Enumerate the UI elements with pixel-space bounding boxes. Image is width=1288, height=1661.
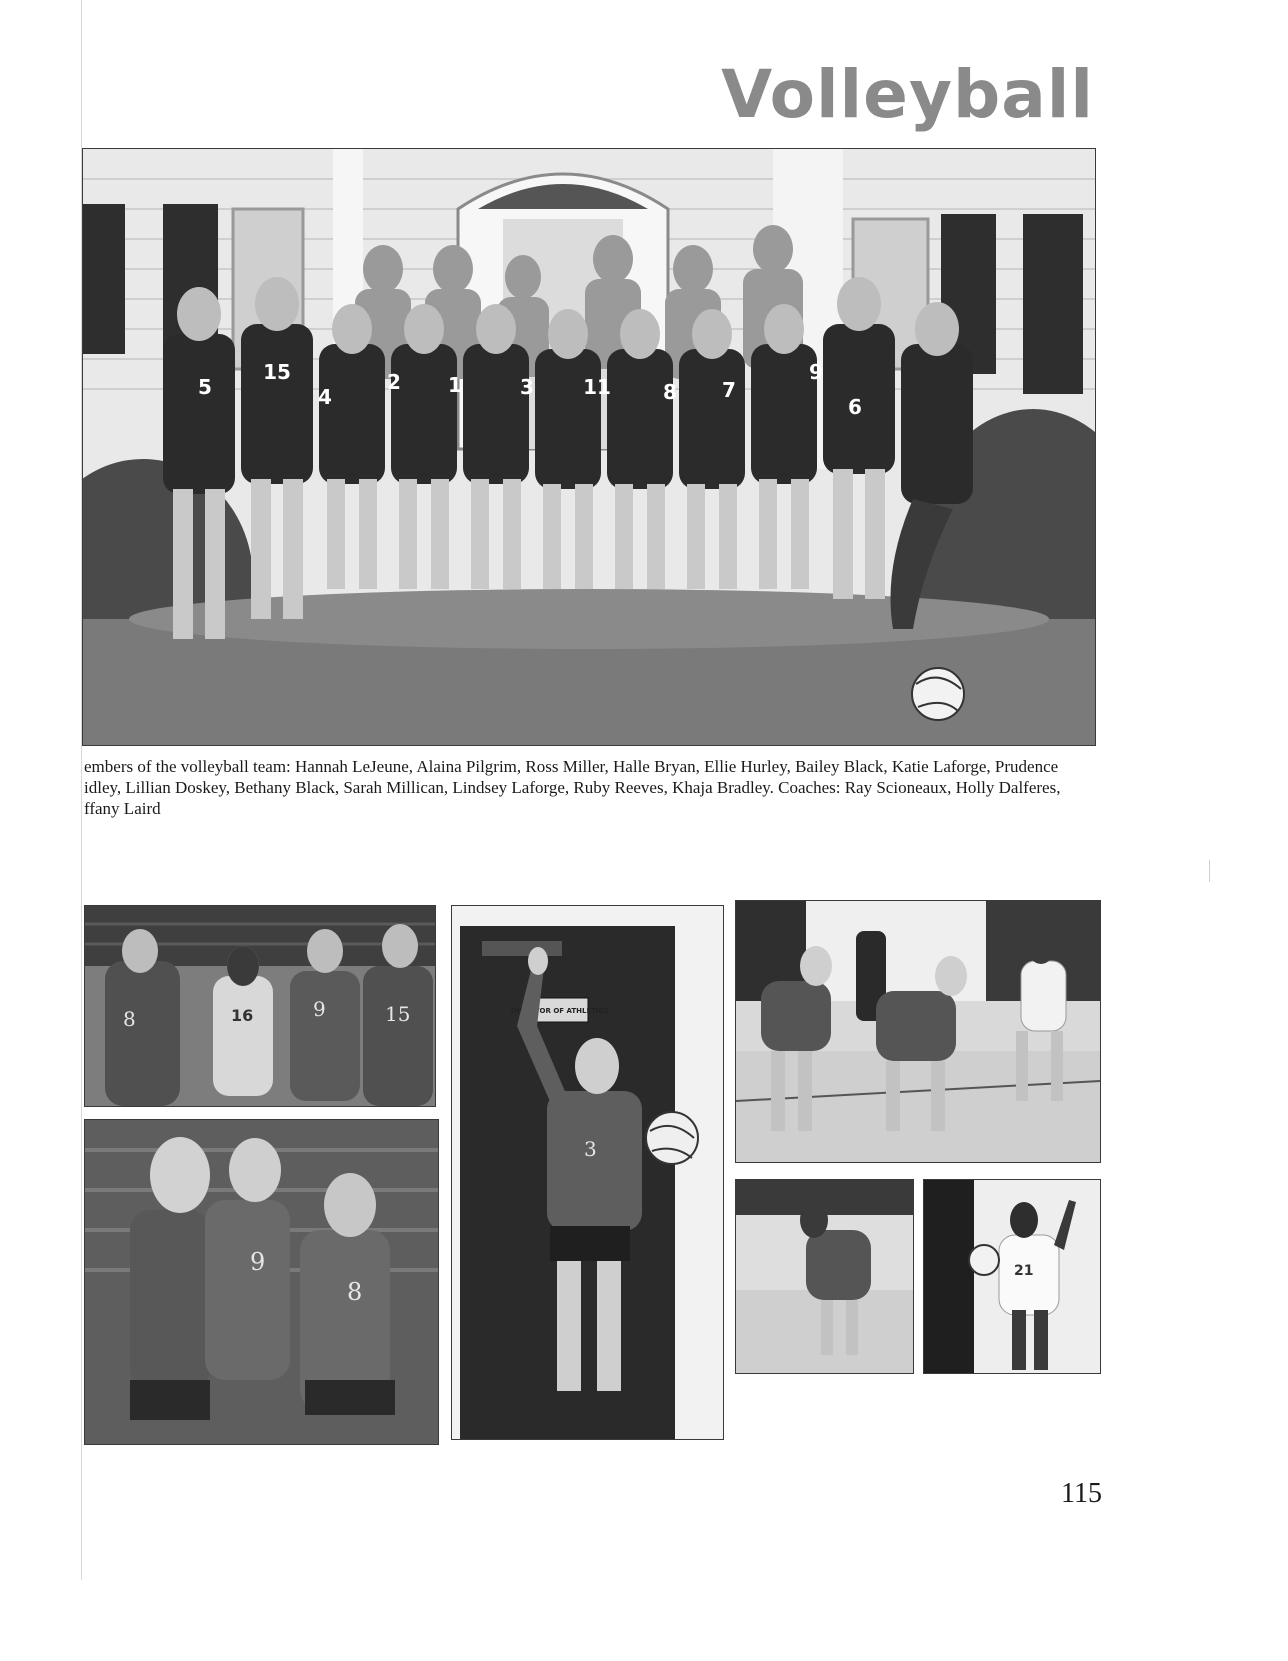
team-jersey-number: 9 [809,360,823,384]
team-jersey-number: 8 [663,380,677,404]
team-jersey-number: 1 [448,373,462,397]
bench-jersey-number: 8 [347,1278,363,1306]
team-jersey-number: 15 [263,360,291,384]
bench-jersey-number: 9 [250,1248,266,1276]
team-jersey-number: 2 [387,370,401,394]
team-photo [82,148,1096,746]
receiver-photo [923,1179,1101,1374]
passers-photo [735,900,1101,1163]
bench-photo [84,1119,439,1445]
dig-photo [735,1179,914,1374]
huddle-jersey-number: 16 [231,1006,254,1025]
door-sign: DIRECTOR OF ATHLETICS [511,1007,609,1015]
team-jersey-number: 11 [583,375,611,399]
huddle-jersey-number: 8 [123,1007,136,1031]
team-jersey-number: 7 [722,378,736,402]
volleyball-ball [912,668,964,720]
huddle-jersey-number: 15 [385,1002,411,1026]
huddle-jersey-number: 9 [313,997,326,1021]
team-jersey-number: 6 [848,395,862,419]
receiver-jersey-number: 21 [1014,1263,1034,1279]
huddle-photo [84,905,436,1107]
team-jersey-number: 4 [318,385,332,409]
page-number: 115 [1061,1478,1102,1509]
page-title: Volleyball [721,56,1094,133]
page-edge-tick [1209,860,1210,882]
team-jersey-number: 3 [520,375,534,399]
server-jersey-number: 3 [584,1137,597,1161]
server-photo [451,905,724,1440]
team-jersey-number: 5 [198,375,212,399]
team-photo-caption: embers of the volleyball team: Hannah LeJeune, Alaina Pilgrim, Ross Miller, Halle Bryan, Ellie Hurley, Bailey Black, Katie Laforge, Prudence idley, Lillian Doskey, Bethany Black, Sarah Millican, Lindsey Laforge, Ruby Reeves, Khaja Bradley. Coaches: Ray Scioneaux, Holly Dalferes, ffany Laird [84,757,1061,818]
